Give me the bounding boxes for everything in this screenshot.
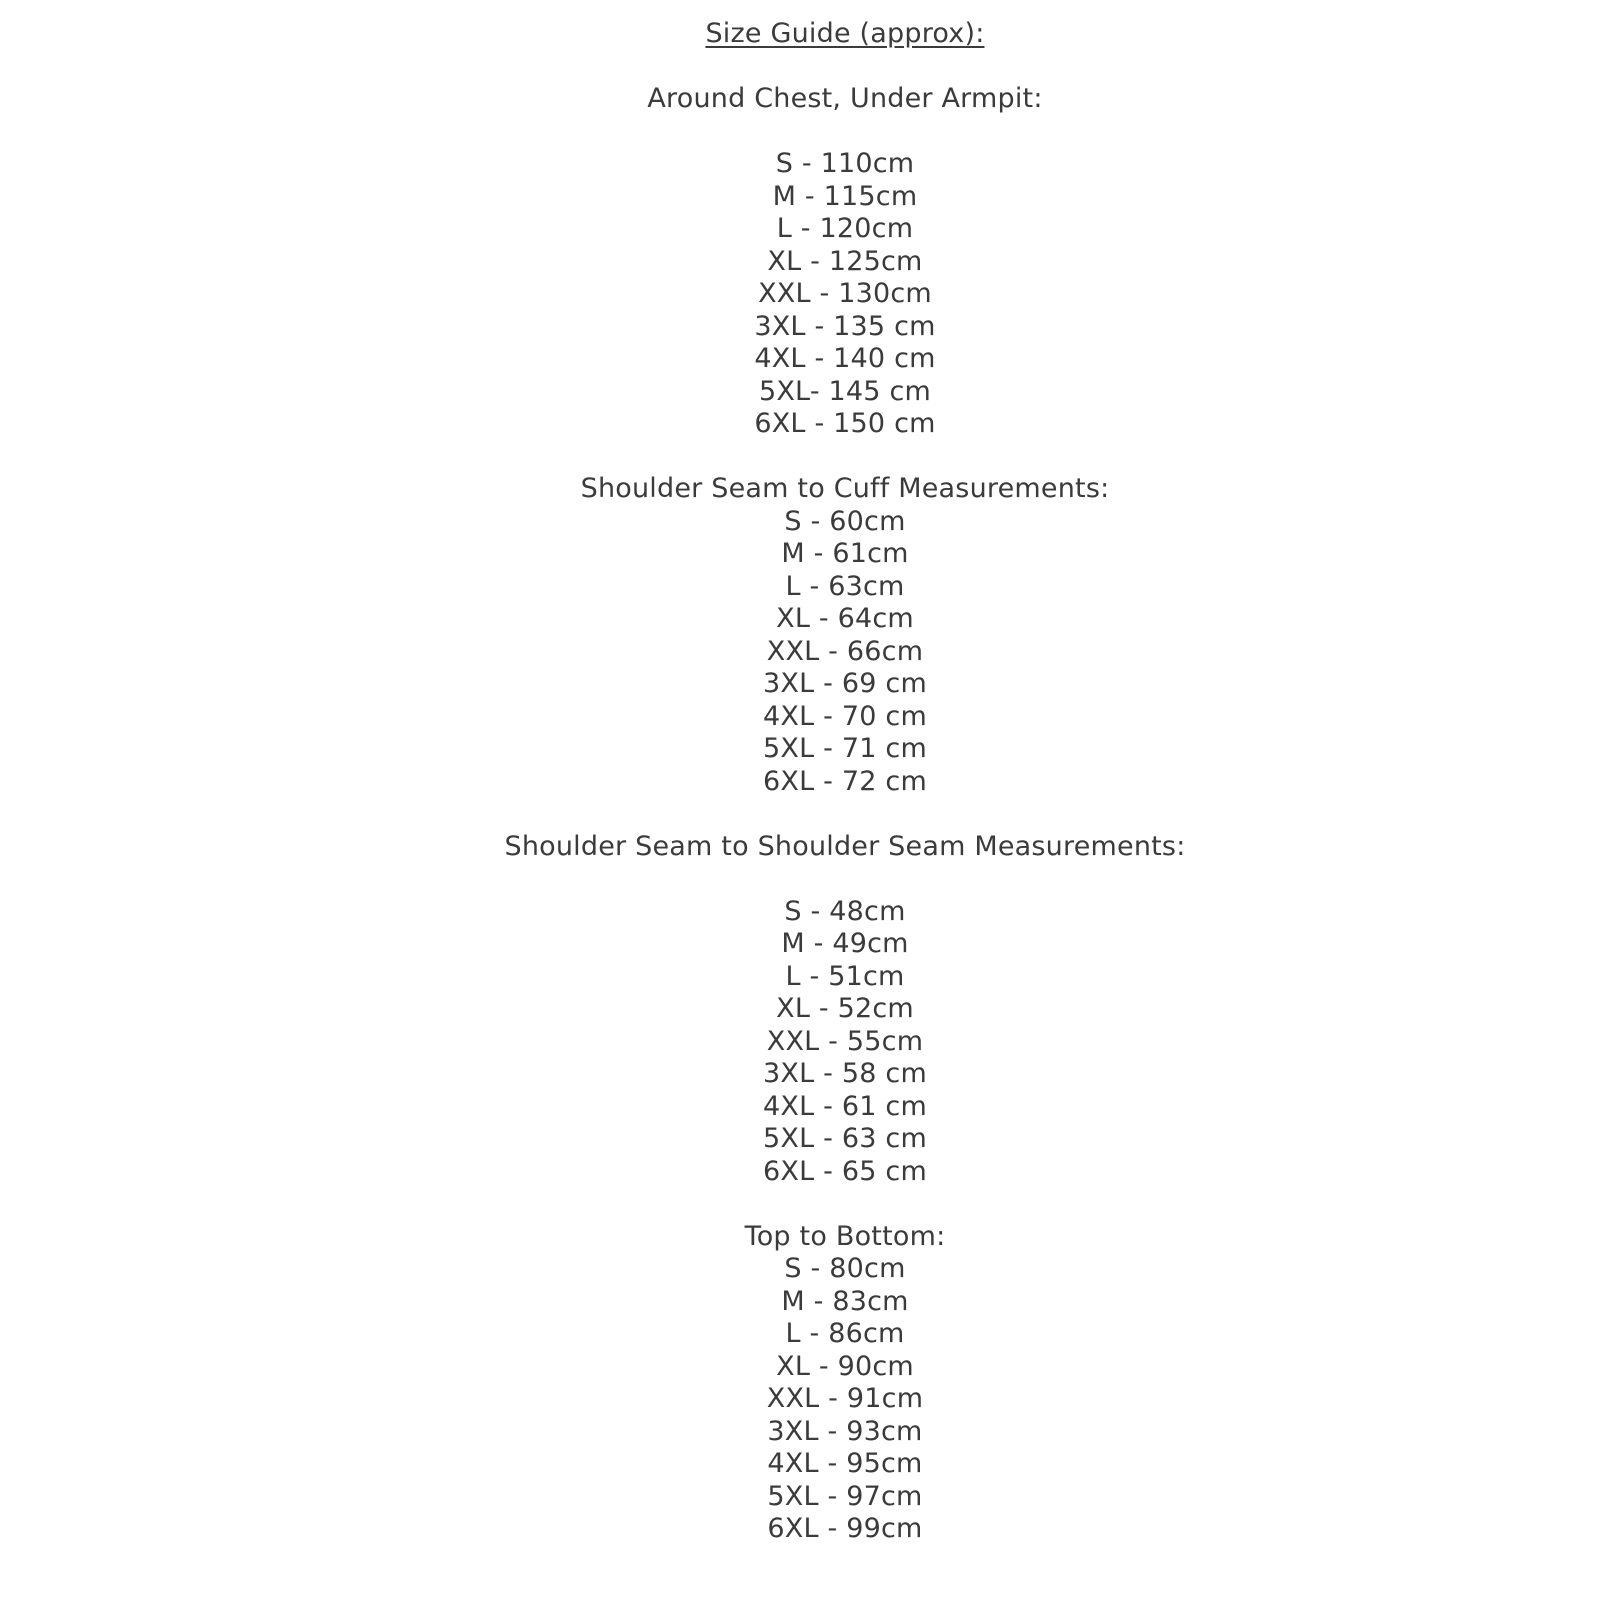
size-section (90, 1221, 1600, 1546)
size-entry: 4XL - 61 cm (763, 1090, 927, 1122)
size-entry: 6XL - 65 cm (763, 1155, 927, 1187)
size-list (90, 506, 1600, 799)
size-entry: XXL - 91cm (766, 1383, 924, 1414)
section-heading: Shoulder Seam to Shoulder Seam Measurements: (504, 830, 1186, 862)
size-entry: 5XL - 63 cm (763, 1123, 927, 1154)
size-entry: XL - 52cm (776, 993, 914, 1024)
size-entry: L - 63cm (785, 570, 905, 602)
size-entry: 6XL - 150 cm (754, 408, 936, 439)
size-entry: 3XL - 93cm (767, 1415, 923, 1447)
size-entry: 3XL - 135 cm (754, 310, 936, 342)
size-entry: XXL - 130cm (758, 278, 932, 309)
size-entry: M - 61cm (781, 538, 909, 569)
size-section (90, 83, 1600, 441)
section-heading: Shoulder Seam to Cuff Measurements: (580, 473, 1110, 504)
size-entry: S - 60cm (784, 505, 906, 537)
sections-container (90, 83, 1600, 1546)
section-heading: Top to Bottom: (744, 1220, 946, 1252)
size-entry: 4XL - 95cm (767, 1448, 923, 1479)
size-entry: M - 49cm (781, 928, 909, 959)
size-list (90, 1253, 1600, 1546)
size-entry: XXL - 55cm (766, 1025, 924, 1057)
size-entry: 6XL - 99cm (767, 1513, 923, 1544)
size-entry: 4XL - 140 cm (754, 343, 936, 374)
size-entry: XL - 64cm (776, 603, 914, 634)
size-entry: M - 83cm (781, 1285, 909, 1317)
size-entry: S - 80cm (784, 1253, 906, 1284)
size-list (90, 148, 1600, 441)
size-entry: L - 51cm (785, 960, 905, 992)
section-heading: Around Chest, Under Armpit: (647, 83, 1043, 114)
size-list (90, 896, 1600, 1189)
size-entry: 5XL - 71 cm (763, 733, 927, 764)
size-entry: 6XL - 72 cm (763, 765, 927, 797)
size-section (90, 473, 1600, 798)
size-entry: S - 48cm (784, 895, 906, 927)
size-entry: 4XL - 70 cm (763, 700, 927, 732)
size-entry: 3XL - 58 cm (763, 1058, 927, 1089)
size-entry: L - 120cm (776, 213, 914, 244)
size-entry: L - 86cm (785, 1318, 905, 1349)
size-entry: XXL - 66cm (766, 635, 924, 667)
size-entry: XL - 90cm (776, 1350, 914, 1382)
size-entry: XL - 125cm (767, 245, 923, 277)
size-entry: M - 115cm (772, 180, 918, 212)
size-section (90, 831, 1600, 1189)
size-entry: 5XL - 97cm (767, 1480, 923, 1512)
size-entry: S - 110cm (775, 148, 915, 179)
size-entry: 5XL- 145 cm (758, 375, 932, 407)
size-entry: 3XL - 69 cm (763, 668, 927, 699)
page-title: Size Guide (approx): (705, 18, 985, 49)
